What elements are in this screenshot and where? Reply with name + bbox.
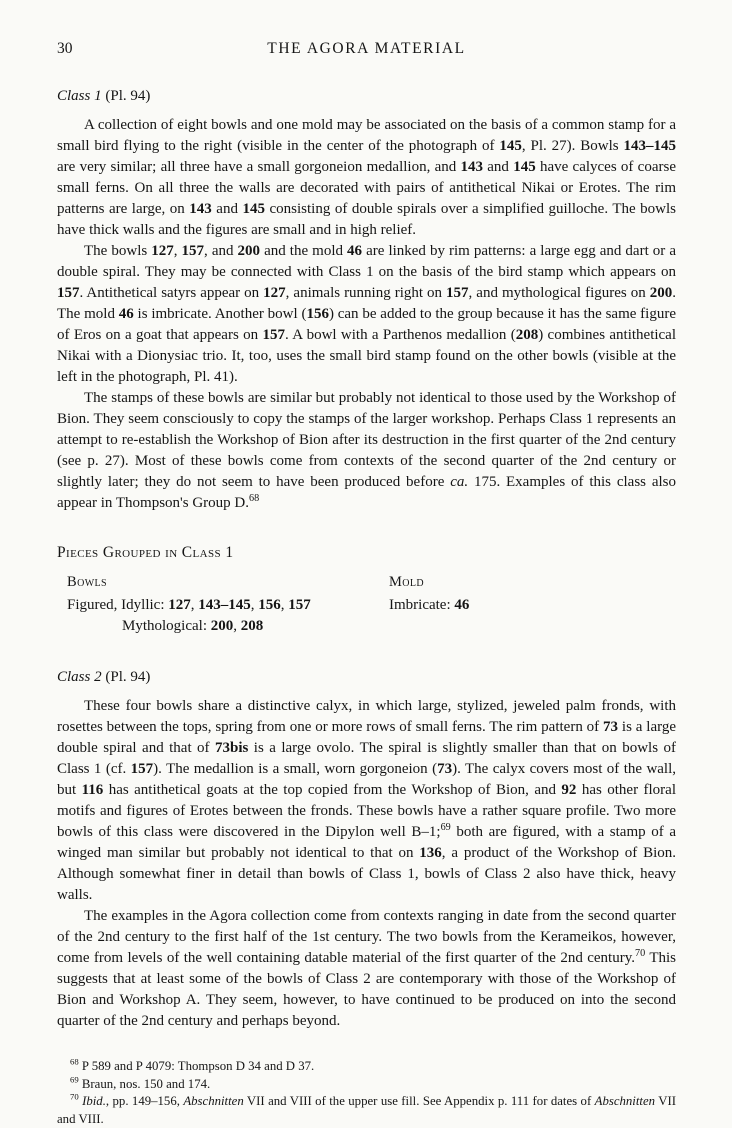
footnote-69: $^{69}$ Braun, nos. 150 and 174. [70,1074,211,1091]
bowls-figured-line: Figured, Idyllic: 127, 143–145, 156, 157 [67,597,311,613]
bowls-label: Bowls [67,574,108,590]
footnote-68: $^{68}$ P 589 and P 4079: Thompson D 34 and D 37. [70,1056,315,1073]
class1-section [57,88,676,514]
class2-paragraph: The examples in the Agora collection come from contexts ranging in date from the second quarter of the 2nd century to the first half of the 1st century. The two bowls from the Kerameikos, however, come from levels of the well containing datable material of the first quarter of the 2nd century.$^{70}$ This suggests that at least some of the bowls of Class 2 are contemporary with those of the Workshop of Bion and Workshop A. They seem, however, to have continued to be produced on into the second quarter of the 2nd century and perhaps beyond. [57,908,676,1029]
page-number: 30 [57,40,73,57]
footnote-70: $^{70}$ Ibid., pp. 149–156, Abschnitten VII and VIII of the upper use fill. See Appendix p. 111 for dates of Abschnitten VII and VIII. [57,1091,676,1126]
pieces-columns [57,572,676,637]
class2-paragraph: These four bowls share a distinctive calyx, in which large, stylized, jeweled palm fronds, with rosettes between the tops, spring from one or more rows of small ferns. The rim pattern of 73 is a large double spiral and that of 73bis is a large ovolo. The spiral is slightly smaller than that on bowls of Class 1 (cf. 157). The medallion is a small, worn gorgoneion (73). The calyx covers most of the wall, but 116 has antithetical goats at the top copied from the Workshop of Bion, and 92 has other floral motifs and figures of Erotes between the fronds. These bowls have a rather square profile. Two more bowls of this class were discovered in the Dipylon well B–1;$^{69}$ both are figured, with a stamp of a winged man similar but probably not identical to that on 136, a product of the Workshop of Bion. Although somewhat finer in detail than bowls of Class 1, bowls of Class 2 also have thick, heavy walls. [57,698,677,903]
class2-heading: Class 2 (Pl. 94) [57,669,151,685]
mold-imbricate-line: Imbricate: 46 [389,597,470,613]
class1-paragraph: The stamps of these bowls are similar but probably not identical to those used by the Workshop of Bion. They seem consciously to copy the stamps of the larger workshop. Perhaps Class 1 represents an attempt to re-establish the Workshop of Bion after its destruction in the first quarter of the 2nd century (see p. 27). Most of these bowls come from contexts of the second quarter of the 2nd century or slightly later; they do not seem to have been produced before ca. 175. Examples of this class also appear in Thompson's Group D.$^{68}$ [57,390,676,511]
bowls-column [67,572,389,637]
mold-label: Mold [389,574,425,590]
pieces-grouped-heading: Pieces Grouped in Class 1 [57,544,234,561]
class1-paragraph: The bowls 127, 157, and 200 and the mold 46 are linked by rim patterns: a large egg and dart or a double spiral. They may be connected with Class 1 on the basis of the bird stamp which appears on 157. Antithetical satyrs appear on 127, animals running right on 157, and mythological figures on 200. The mold 46 is imbricate. Another bowl (156) can be added to the group because it has the same figure of Eros on a goat that appears on 157. A bowl with a Parthenos medallion (208) combines antithetical Nikai with a Dionysiac trio. It, too, uses the small bird stamp found on the other bowls (visible at the left in the photograph, Pl. 41). [57,243,677,385]
class1-heading: Class 1 (Pl. 94) [57,88,151,104]
class2-section [57,669,676,1032]
class1-paragraph: A collection of eight bowls and one mold may be associated on the basis of a common stamp for a small bird flying to the right (visible in the center of the photograph of 145, Pl. 27). Bowls 143–145 are very similar; all three have a small gorgoneion medallion, and 143 and 145 have calyces of coarse small ferns. On all three the walls are decorated with pairs of antithetical Nikai or Erotes. The rim patterns are large, on 143 and 145 consisting of double spirals over a simplified guilloche. The bowls have thick walls and the figures are small and in high relief. [57,117,676,238]
page-header [57,40,676,64]
pieces-grouped-section [57,544,676,637]
mold-column [389,572,676,637]
footnotes-section [57,1058,676,1128]
bowls-mythological-line: Mythological: 200, 208 [122,618,264,634]
page-title: THE AGORA MATERIAL [267,40,466,57]
